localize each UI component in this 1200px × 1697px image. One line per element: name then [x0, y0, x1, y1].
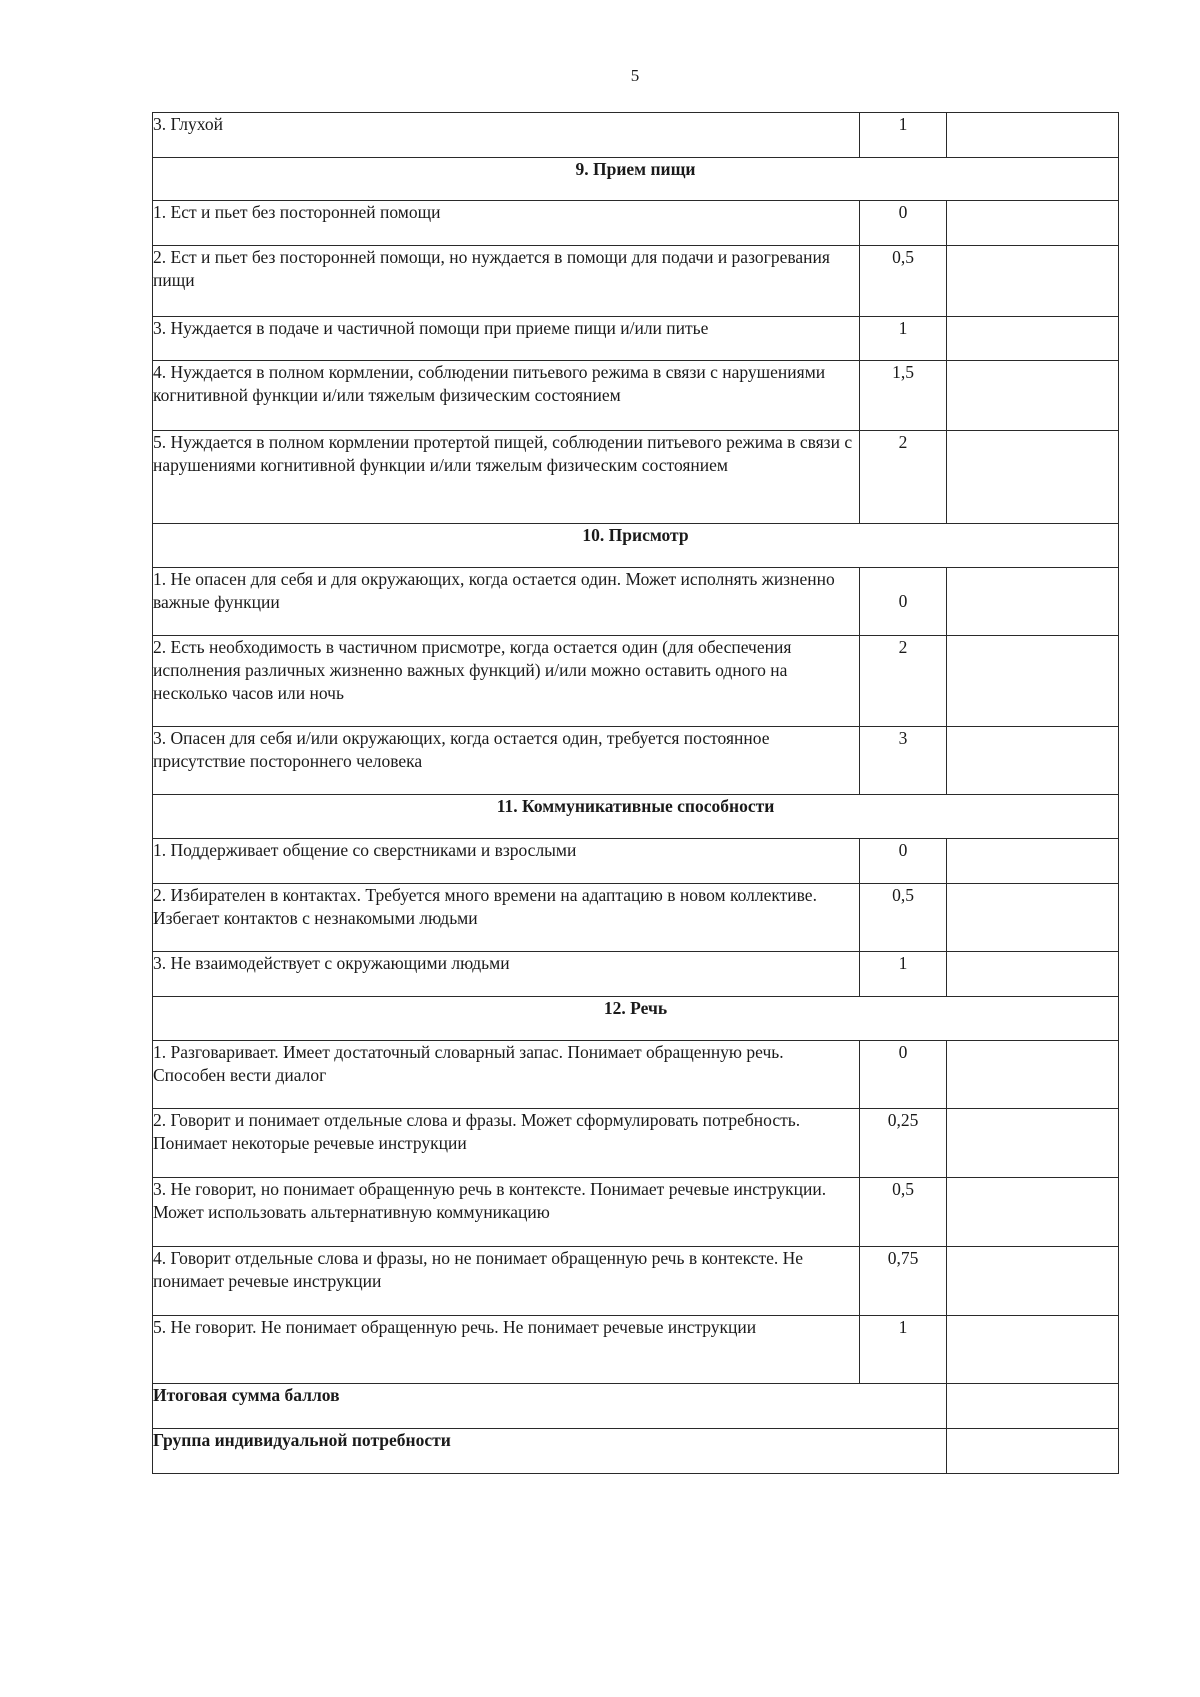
score-entry-cell[interactable]	[947, 1041, 1119, 1109]
item-text: 1. Ест и пьет без посторонней помощи	[153, 201, 860, 246]
item-score: 0	[860, 839, 947, 884]
table-row	[153, 246, 1119, 317]
item-score: 2	[860, 431, 947, 524]
item-text: 2. Ест и пьет без посторонней помощи, но нуждается в помощи для подачи и разогревания пищи	[153, 246, 860, 317]
need-group-cell[interactable]	[947, 1429, 1119, 1474]
score-entry-cell[interactable]	[947, 1316, 1119, 1384]
item-score: 0,25	[860, 1109, 947, 1178]
score-entry-cell[interactable]	[947, 568, 1119, 636]
item-score: 1	[860, 952, 947, 997]
score-entry-cell[interactable]	[947, 201, 1119, 246]
item-score: 0,5	[860, 1178, 947, 1247]
table-row	[153, 727, 1119, 795]
item-score: 1	[860, 1316, 947, 1384]
score-entry-cell[interactable]	[947, 1247, 1119, 1316]
table-row	[153, 636, 1119, 727]
score-entry-cell[interactable]	[947, 246, 1119, 317]
table-row	[153, 1109, 1119, 1178]
item-text: 3. Не говорит, но понимает обращенную речь в контексте. Понимает речевые инструкции. Может использовать альтернативную коммуникацию	[153, 1178, 860, 1247]
table-row	[153, 1041, 1119, 1109]
section-header-row	[153, 158, 1119, 201]
section-header-row	[153, 795, 1119, 839]
assessment-table	[152, 112, 1119, 1474]
table-row	[153, 201, 1119, 246]
item-score: 0	[860, 1041, 947, 1109]
item-text: 4. Нуждается в полном кормлении, соблюдении питьевого режима в связи с нарушениями когнитивной функции и/или тяжелым физическим состоянием	[153, 361, 860, 431]
table-row	[153, 952, 1119, 997]
table-row	[153, 1178, 1119, 1247]
item-text: 3. Не взаимодействует с окружающими людьми	[153, 952, 860, 997]
item-text: 5. Нуждается в полном кормлении протертой пищей, соблюдении питьевого режима в связи с нарушениями когнитивной функции и/или тяжелым физическим состоянием	[153, 431, 860, 524]
item-text: 5. Не говорит. Не понимает обращенную речь. Не понимает речевые инструкции	[153, 1316, 860, 1384]
page-number: 5	[630, 66, 640, 85]
table-row	[153, 884, 1119, 952]
total-score-cell[interactable]	[947, 1384, 1119, 1429]
item-score: 1	[860, 113, 947, 158]
item-score: 0,5	[860, 884, 947, 952]
section-title-speech: 12. Речь	[153, 997, 1119, 1041]
score-entry-cell[interactable]	[947, 1178, 1119, 1247]
score-entry-cell[interactable]	[947, 884, 1119, 952]
item-text: 1. Разговаривает. Имеет достаточный словарный запас. Понимает обращенную речь. Способен вести диалог	[153, 1041, 860, 1109]
item-score: 1	[860, 317, 947, 361]
item-score: 1,5	[860, 361, 947, 431]
table-row	[153, 113, 1119, 158]
item-score: 0,75	[860, 1247, 947, 1316]
item-text: 3. Нуждается в подаче и частичной помощи при приеме пищи и/или питье	[153, 317, 860, 361]
need-group-label: Группа индивидуальной потребности	[153, 1429, 947, 1474]
score-entry-cell[interactable]	[947, 361, 1119, 431]
item-text: 4. Говорит отдельные слова и фразы, но не понимает обращенную речь в контексте. Не понимает речевые инструкции	[153, 1247, 860, 1316]
table-row	[153, 317, 1119, 361]
section-title-supervision: 10. Присмотр	[153, 524, 1119, 568]
group-row	[153, 1429, 1119, 1474]
table-row	[153, 1247, 1119, 1316]
score-entry-cell[interactable]	[947, 1109, 1119, 1178]
total-row	[153, 1384, 1119, 1429]
score-entry-cell[interactable]	[947, 727, 1119, 795]
section-title-eating: 9. Прием пищи	[153, 158, 1119, 201]
total-score-label: Итоговая сумма баллов	[153, 1384, 947, 1429]
item-text: 2. Говорит и понимает отдельные слова и фразы. Может сформулировать потребность. Понимает некоторые речевые инструкции	[153, 1109, 860, 1178]
item-text: 3. Опасен для себя и/или окружающих, когда остается один, требуется постоянное присутствие постороннего человека	[153, 727, 860, 795]
item-score: 0,5	[860, 246, 947, 317]
section-header-row	[153, 524, 1119, 568]
score-entry-cell[interactable]	[947, 839, 1119, 884]
item-text: 1. Не опасен для себя и для окружающих, когда остается один. Может исполнять жизненно важные функции	[153, 568, 860, 636]
item-score: 3	[860, 727, 947, 795]
score-entry-cell[interactable]	[947, 113, 1119, 158]
section-header-row	[153, 997, 1119, 1041]
table-row	[153, 839, 1119, 884]
item-score: 2	[860, 636, 947, 727]
table-row	[153, 431, 1119, 524]
score-entry-cell[interactable]	[947, 317, 1119, 361]
item-text: 3. Глухой	[153, 113, 860, 158]
score-entry-cell[interactable]	[947, 636, 1119, 727]
item-text: 2. Избирателен в контактах. Требуется много времени на адаптацию в новом коллективе. Избегает контактов с незнакомыми людьми	[153, 884, 860, 952]
item-score: 0	[860, 201, 947, 246]
section-title-communication: 11. Коммуникативные способности	[153, 795, 1119, 839]
score-entry-cell[interactable]	[947, 431, 1119, 524]
table-row	[153, 361, 1119, 431]
table-row	[153, 568, 1119, 636]
item-text: 2. Есть необходимость в частичном присмотре, когда остается один (для обеспечения исполнения различных жизненно важных функций) и/или можно оставить одного на несколько часов или ночь	[153, 636, 860, 727]
item-text: 1. Поддерживает общение со сверстниками и взрослыми	[153, 839, 860, 884]
item-score: 0	[860, 568, 947, 636]
table-row	[153, 1316, 1119, 1384]
score-entry-cell[interactable]	[947, 952, 1119, 997]
